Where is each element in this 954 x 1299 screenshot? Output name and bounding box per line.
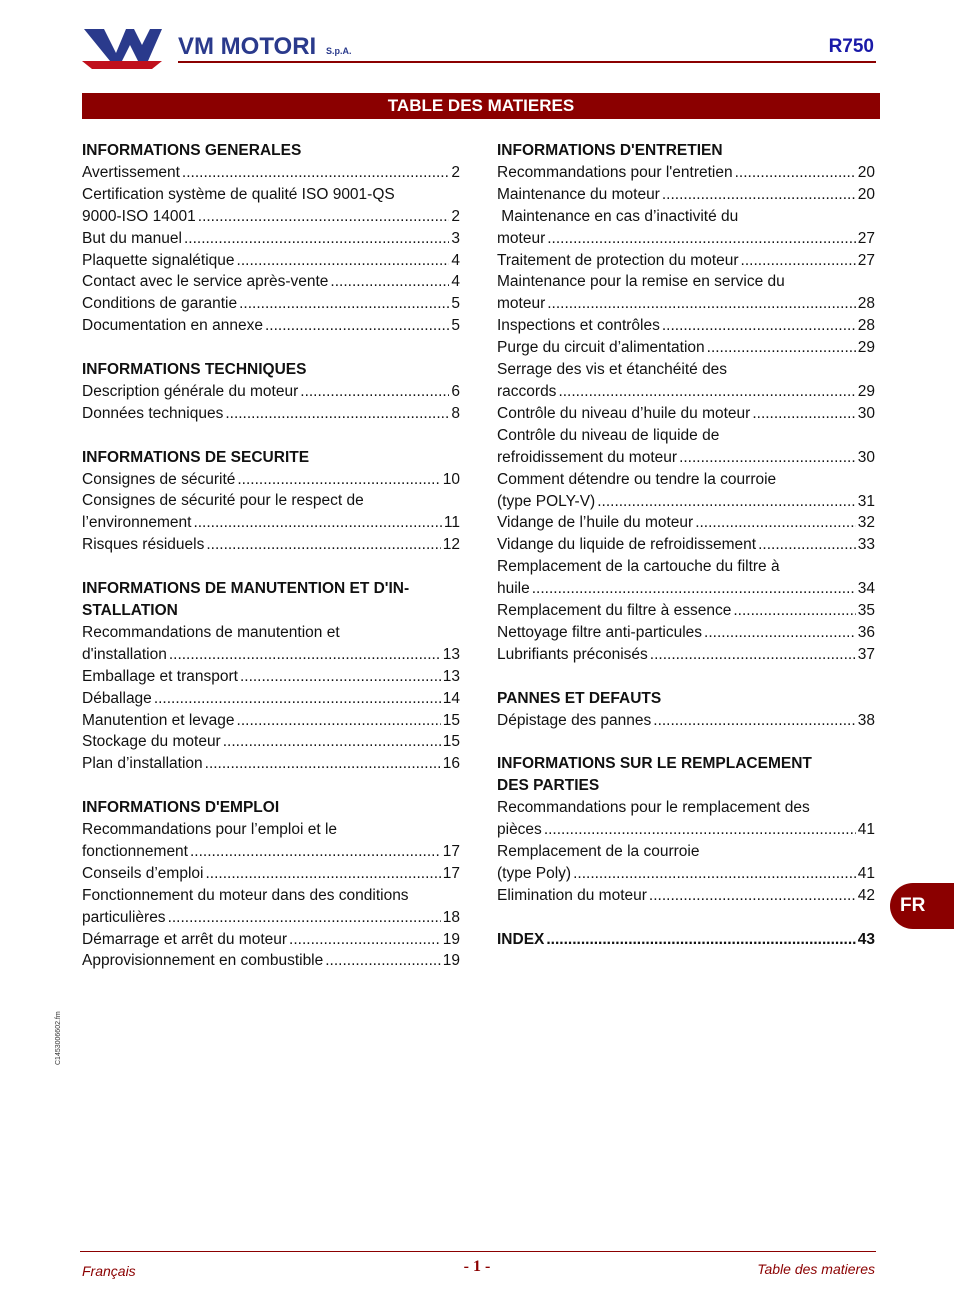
dot-leader <box>265 315 449 337</box>
toc-entry-page: 42 <box>857 886 875 904</box>
brand-name: VM MOTORI <box>178 33 317 60</box>
section-heading: INFORMATIONS GENERALES <box>82 142 302 159</box>
toc-entry-page: 17 <box>442 864 460 882</box>
toc-entry-label: pièces <box>497 821 542 839</box>
toc-entry[interactable] <box>82 929 460 951</box>
toc-entry-page: 19 <box>442 952 460 970</box>
dot-leader <box>237 469 440 491</box>
toc-entry-line[interactable]: Serrage des vis et étanchéité des <box>497 361 728 379</box>
model-label: R750 <box>828 36 874 57</box>
toc-entry-page: 12 <box>442 536 460 554</box>
toc-entry-page: 41 <box>857 821 875 839</box>
toc-entry-page: 16 <box>442 755 460 773</box>
toc-entry[interactable] <box>82 753 460 775</box>
dot-leader <box>558 381 855 403</box>
dot-leader <box>547 228 856 250</box>
toc-entry[interactable] <box>497 600 875 622</box>
toc-entry-page: 14 <box>442 689 460 707</box>
toc-entry-page: 15 <box>442 733 460 751</box>
toc-entry-label: fonctionnement <box>82 842 188 860</box>
footer-language: Français <box>82 1263 136 1279</box>
section-heading: INFORMATIONS DE MANUTENTION ET D'IN- <box>82 580 410 598</box>
toc-entry-page: 4 <box>451 273 460 291</box>
toc-entry-label: Plaquette signalétique <box>82 251 235 269</box>
toc-entry-page: 30 <box>857 448 875 466</box>
toc-entry-label: 9000-ISO 14001 <box>82 207 196 225</box>
toc-entry[interactable] <box>82 381 460 403</box>
toc-entry-line[interactable]: Remplacement de la cartouche du filtre à <box>497 558 780 576</box>
toc-entry[interactable] <box>82 293 460 315</box>
dot-leader <box>168 907 441 929</box>
dot-leader <box>223 731 441 753</box>
toc-entry-label: Conditions de garantie <box>82 295 238 313</box>
toc-entry[interactable] <box>497 644 875 666</box>
toc-entry-page: 34 <box>857 580 875 598</box>
brand-suffix: S.p.A. <box>326 46 352 56</box>
toc-entry-label: l’environnement <box>82 514 192 532</box>
dot-leader <box>573 863 856 885</box>
dot-leader <box>707 337 856 359</box>
toc-entry-page: 31 <box>857 492 875 510</box>
dot-leader <box>193 512 441 534</box>
page-title: TABLE DES MATIERES <box>82 93 880 119</box>
toc-entry-label: Données techniques <box>82 404 224 422</box>
toc-entry[interactable] <box>497 337 875 359</box>
toc-entry[interactable] <box>82 950 460 972</box>
dot-leader <box>190 841 441 863</box>
dot-leader <box>653 710 855 732</box>
toc-entry[interactable] <box>82 271 460 293</box>
toc-entry-page: 27 <box>857 229 875 247</box>
toc-entry-page: 2 <box>451 163 460 181</box>
toc-entry[interactable] <box>82 250 460 272</box>
dot-leader <box>733 600 855 622</box>
toc-entry[interactable] <box>82 512 460 534</box>
toc-entry-label: moteur <box>497 295 546 313</box>
dot-leader <box>546 929 855 951</box>
toc-entry-page: 32 <box>857 514 875 532</box>
toc-entry[interactable] <box>82 228 460 250</box>
toc-entry-label: Approvisionnement en combustible <box>82 952 324 970</box>
toc-entry[interactable] <box>497 162 875 184</box>
toc-entry-page: 18 <box>442 908 460 926</box>
toc-entry-label: (type Poly) <box>497 864 572 882</box>
toc-entry-label: (type POLY-V) <box>497 492 596 510</box>
toc-entry-page: 4 <box>451 251 460 269</box>
toc-entry[interactable] <box>497 819 875 841</box>
toc-entry[interactable] <box>82 315 460 337</box>
dot-leader <box>330 271 449 293</box>
dot-leader <box>532 578 856 600</box>
toc-entry-label: Avertissement <box>82 163 180 181</box>
toc-entry-label: d'installation <box>82 645 167 663</box>
toc-left-column <box>82 140 460 994</box>
toc-entry-label: Manutention et levage <box>82 711 235 729</box>
toc-entry-label: Remplacement du filtre à essence <box>497 602 732 620</box>
toc-section <box>497 688 875 732</box>
toc-entry-page: 2 <box>451 207 460 225</box>
toc-entry-page: 28 <box>857 317 875 335</box>
toc-entry-page: 20 <box>857 185 875 203</box>
toc-entry-page: 13 <box>442 645 460 663</box>
dot-leader <box>662 184 856 206</box>
dot-leader <box>184 228 449 250</box>
toc-entry-label: Plan d’installation <box>82 755 203 773</box>
toc-entry[interactable] <box>497 403 875 425</box>
dot-leader <box>169 644 441 666</box>
dot-leader <box>237 710 441 732</box>
toc-entry[interactable] <box>497 228 875 250</box>
dot-leader <box>205 863 440 885</box>
toc-entry[interactable] <box>497 863 875 885</box>
dot-leader <box>547 293 856 315</box>
toc-entry-label: Documentation en annexe <box>82 317 263 335</box>
index-entry[interactable] <box>497 929 875 951</box>
toc-entry-label: Démarrage et arrêt du moteur <box>82 930 288 948</box>
toc-entry[interactable] <box>497 491 875 513</box>
dot-leader <box>182 162 449 184</box>
toc-section <box>497 753 875 906</box>
section-heading: INFORMATIONS TECHNIQUES <box>82 361 307 379</box>
section-heading-continued: DES PARTIES <box>497 777 600 795</box>
toc-entry-page: 13 <box>442 667 460 685</box>
toc-entry[interactable] <box>497 578 875 600</box>
toc-entry[interactable] <box>82 841 460 863</box>
toc-entry[interactable] <box>497 315 875 337</box>
dot-leader <box>237 250 450 272</box>
toc-entry-line[interactable]: Fonctionnement du moteur dans des conditions <box>82 886 409 904</box>
toc-entry-page: 20 <box>857 163 875 181</box>
toc-entry-page: 10 <box>442 470 460 488</box>
toc-entry-line[interactable]: Consignes de sécurité pour le respect de <box>82 492 364 510</box>
toc-entry-label: Lubrifiants préconisés <box>497 645 648 663</box>
toc-entry-page: 37 <box>857 645 875 663</box>
toc-entry-label: Conseils d’emploi <box>82 864 204 882</box>
toc-entry[interactable] <box>82 469 460 491</box>
toc-entry-label: Traitement de protection du moteur <box>497 251 739 269</box>
toc-entry-label: Maintenance du moteur <box>497 185 660 203</box>
dot-leader <box>154 688 441 710</box>
toc-entry-page: 29 <box>857 339 875 357</box>
toc-entry-line[interactable]: Remplacement de la courroie <box>497 842 700 860</box>
toc-entry-label: Inspections et contrôles <box>497 317 660 335</box>
dot-leader <box>300 381 449 403</box>
toc-entry[interactable] <box>82 907 460 929</box>
toc-entry-label: Consignes de sécurité <box>82 470 236 488</box>
dot-leader <box>289 929 441 951</box>
dot-leader <box>205 753 441 775</box>
dot-leader <box>752 403 855 425</box>
language-tab[interactable]: FR <box>890 883 954 929</box>
toc-entry-line[interactable]: Recommandations pour l’emploi et le <box>82 821 338 839</box>
header-rule <box>178 61 876 63</box>
footer-rule <box>80 1251 876 1252</box>
footer-section-title: Table des matieres <box>757 1261 875 1277</box>
toc-entry-page: 41 <box>857 864 875 882</box>
toc-entry-label: Elimination du moteur <box>497 886 647 904</box>
toc-section <box>82 797 460 972</box>
toc-entry-label: But du manuel <box>82 229 182 247</box>
toc-entry-line[interactable]: Certification système de qualité ISO 9001-QS <box>82 185 395 203</box>
toc-entry[interactable] <box>497 622 875 644</box>
dot-leader <box>325 950 441 972</box>
toc-entry-line[interactable]: Recommandations pour le remplacement des <box>497 799 810 817</box>
toc-entry[interactable] <box>497 293 875 315</box>
dot-leader <box>650 644 856 666</box>
toc-entry-label: Contact avec le service après-vente <box>82 273 329 291</box>
toc-section <box>497 929 875 951</box>
dot-leader <box>679 447 856 469</box>
toc-entry[interactable] <box>82 666 460 688</box>
toc-right-column <box>497 140 875 972</box>
document-code: C1453006602.fm <box>55 1011 62 1065</box>
toc-entry-page: 5 <box>451 295 460 313</box>
toc-entry-label: huile <box>497 580 530 598</box>
toc-entry[interactable] <box>497 184 875 206</box>
toc-entry[interactable] <box>82 206 460 228</box>
toc-entry[interactable] <box>497 710 875 732</box>
toc-entry-label: moteur <box>497 229 546 247</box>
section-heading: INFORMATIONS DE SECURITE <box>82 448 310 466</box>
toc-entry-label: Nettoyage filtre anti-particules <box>497 623 703 641</box>
toc-entry-page: 19 <box>442 930 460 948</box>
dot-leader <box>206 534 440 556</box>
dot-leader <box>704 622 856 644</box>
toc-entry-page: 3 <box>451 229 460 247</box>
dot-leader <box>239 293 449 315</box>
dot-leader <box>649 885 856 907</box>
toc-entry[interactable] <box>82 534 460 556</box>
toc-entry-line[interactable]: Contrôle du niveau de liquide de <box>497 426 720 444</box>
toc-entry-page: 28 <box>857 295 875 313</box>
toc-entry-label: Emballage et transport <box>82 667 238 685</box>
toc-entry-page: 36 <box>857 623 875 641</box>
toc-entry-label: Recommandations pour l'entretien <box>497 163 733 181</box>
toc-entry[interactable] <box>497 250 875 272</box>
toc-entry[interactable] <box>82 403 460 425</box>
toc-entry[interactable] <box>497 447 875 469</box>
toc-entry[interactable] <box>497 885 875 907</box>
toc-entry[interactable] <box>82 731 460 753</box>
section-heading: PANNES ET DEFAUTS <box>497 689 662 707</box>
toc-entry-page: 5 <box>451 317 460 335</box>
toc-entry-label: raccords <box>497 382 557 400</box>
toc-entry-page: 6 <box>451 382 460 400</box>
toc-entry-line[interactable]: Recommandations de manutention et <box>82 623 340 641</box>
toc-entry-page: 15 <box>442 711 460 729</box>
toc-entry-page: 17 <box>442 842 460 860</box>
toc-entry-label: particulières <box>82 908 166 926</box>
dot-leader <box>225 403 449 425</box>
dot-leader <box>240 666 441 688</box>
dot-leader <box>544 819 856 841</box>
toc-entry[interactable] <box>82 162 460 184</box>
toc-entry[interactable] <box>82 644 460 666</box>
dot-leader <box>597 491 856 513</box>
dot-leader <box>741 250 856 272</box>
section-heading: INFORMATIONS D'ENTRETIEN <box>497 142 723 159</box>
toc-entry-label: Contrôle du niveau d’huile du moteur <box>497 404 751 422</box>
toc-entry-page: 38 <box>857 711 875 729</box>
toc-entry-line[interactable]: Comment détendre ou tendre la courroie <box>497 470 777 488</box>
dot-leader <box>735 162 856 184</box>
toc-entry-page: 35 <box>857 602 875 620</box>
toc-entry-page: 29 <box>857 382 875 400</box>
toc-entry-line[interactable]: Maintenance en cas d’inactivité du <box>497 207 739 225</box>
toc-entry-label: Vidange de l’huile du moteur <box>497 514 694 532</box>
toc-entry-page: 43 <box>857 930 875 948</box>
toc-entry-label: Vidange du liquide de refroidissement <box>497 536 757 554</box>
toc-entry[interactable] <box>82 863 460 885</box>
toc-entry-line[interactable]: Maintenance pour la remise en service du <box>497 273 785 291</box>
toc-entry-page: 30 <box>857 404 875 422</box>
toc-section <box>82 359 460 425</box>
toc-entry-label: Description générale du moteur <box>82 382 299 400</box>
section-heading: INFORMATIONS SUR LE REMPLACEMENT <box>497 755 812 773</box>
dot-leader <box>758 534 856 556</box>
toc-entry[interactable] <box>497 512 875 534</box>
toc-entry-label: Risques résiduels <box>82 536 205 554</box>
toc-entry[interactable] <box>497 534 875 556</box>
toc-entry-page: 33 <box>857 536 875 554</box>
section-heading: INFORMATIONS D'EMPLOI <box>82 799 280 817</box>
toc-section <box>82 140 460 337</box>
toc-entry[interactable] <box>82 688 460 710</box>
toc-entry[interactable] <box>82 710 460 732</box>
toc-entry-page: 11 <box>443 514 460 532</box>
page-number: - 1 - <box>463 1258 491 1275</box>
toc-entry[interactable] <box>497 381 875 403</box>
toc-entry-label: INDEX <box>497 930 545 948</box>
toc-section <box>82 447 460 557</box>
toc-entry-page: 8 <box>451 404 460 422</box>
dot-leader <box>662 315 856 337</box>
toc-entry-label: refroidissement du moteur <box>497 448 678 466</box>
section-heading-continued: STALLATION <box>82 601 178 619</box>
toc-section <box>497 140 875 666</box>
dot-leader <box>198 206 450 228</box>
dot-leader <box>695 512 856 534</box>
toc-entry-label: Purge du circuit d’alimentation <box>497 339 705 357</box>
toc-entry-label: Dépistage des pannes <box>497 711 652 729</box>
toc-entry-page: 27 <box>857 251 875 269</box>
toc-entry-label: Stockage du moteur <box>82 733 221 751</box>
toc-section <box>82 578 460 775</box>
toc-entry-label: Déballage <box>82 689 152 707</box>
